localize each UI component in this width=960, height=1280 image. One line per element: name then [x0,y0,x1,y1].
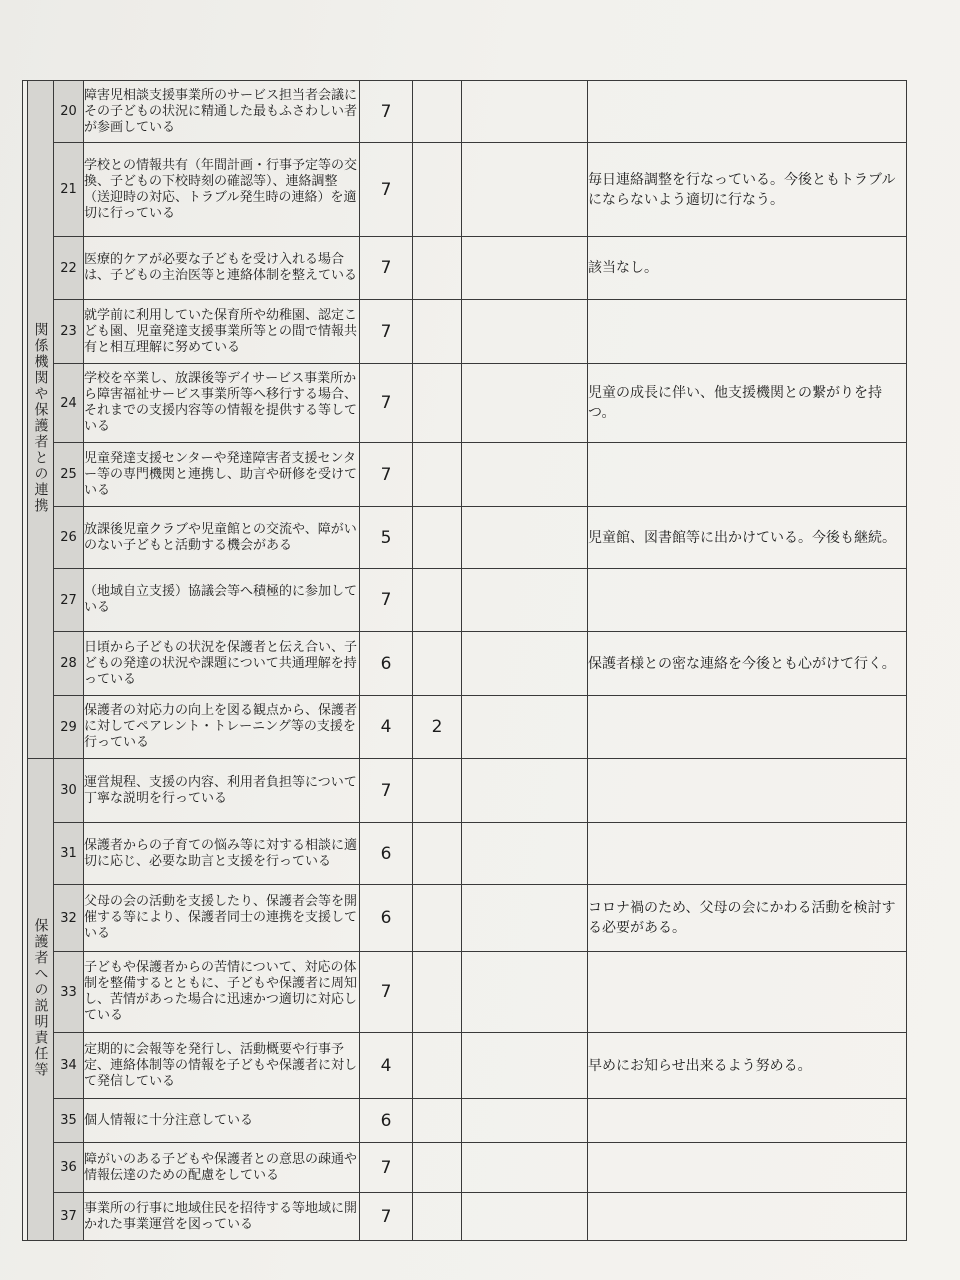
item-text: 医療的ケアが必要な子どもを受け入れる場合は、子どもの主治医等と連絡体制を整えている [84,237,360,300]
row-number: 34 [54,1033,84,1099]
score-yes: 6 [360,885,413,952]
table-row [23,1033,907,1099]
table-row [23,300,907,364]
category-label: 関係機関や保護者との連携 [32,321,49,514]
score-no [413,1193,462,1241]
row-number: 20 [54,81,84,143]
row-number: 37 [54,1193,84,1241]
comment-cell [588,1193,907,1241]
comment-cell [588,952,907,1033]
score-other [462,885,588,952]
evaluation-table [22,80,907,1241]
item-text: 就学前に利用していた保育所や幼稚園、認定こども園、児童発達支援事業所等との間で情報共有と相互理解に努めている [84,300,360,364]
row-number: 32 [54,885,84,952]
category-cell [28,759,54,1241]
score-yes: 7 [360,300,413,364]
comment-cell [588,1143,907,1193]
score-no [413,237,462,300]
table-row [23,952,907,1033]
score-other [462,143,588,237]
score-other [462,1099,588,1143]
category-cell [28,81,54,759]
score-no [413,632,462,696]
score-no [413,823,462,885]
item-text: 学校との情報共有（年間計画・行事予定等の交換、子どもの下校時刻の確認等）、連絡調整（送迎時の対応、トラブル発生時の連絡）を適切に行っている [84,143,360,237]
comment-cell: 児童館、図書館等に出かけている。今後も継続。 [588,507,907,569]
table-row [23,1193,907,1241]
row-number: 31 [54,823,84,885]
score-other [462,81,588,143]
comment-cell: 保護者様との密な連絡を今後とも心がけて行く。 [588,632,907,696]
score-other [462,507,588,569]
table-row [23,237,907,300]
item-text: 児童発達支援センターや発達障害者支援センター等の専門機関と連携し、助言や研修を受けている [84,443,360,507]
item-text: 子どもや保護者からの苦情について、対応の体制を整備するとともに、子どもや保護者に周知し、苦情があった場合に迅速かつ適切に対応している [84,952,360,1033]
category-label: 保護者への説明責任等 [32,917,49,1078]
comment-cell: 毎日連絡調整を行なっている。今後ともトラブルにならないよう適切に行なう。 [588,143,907,237]
score-other [462,569,588,632]
table-row [23,1099,907,1143]
table-row [23,569,907,632]
item-text: 保護者からの子育ての悩み等に対する相談に適切に応じ、必要な助言と支援を行っている [84,823,360,885]
row-number: 35 [54,1099,84,1143]
score-no [413,1033,462,1099]
comment-cell: コロナ禍のため、父母の会にかわる活動を検討する必要がある。 [588,885,907,952]
table-row [23,759,907,823]
item-text: 保護者の対応力の向上を図る観点から、保護者に対してペアレント・トレーニング等の支援を行っている [84,696,360,759]
score-no [413,81,462,143]
table-row [23,823,907,885]
score-other [462,823,588,885]
score-yes: 7 [360,364,413,443]
table-row [23,885,907,952]
score-other [462,632,588,696]
score-no [413,507,462,569]
score-other [462,443,588,507]
score-yes: 7 [360,759,413,823]
score-no [413,443,462,507]
row-number: 29 [54,696,84,759]
score-no [413,759,462,823]
score-yes: 6 [360,823,413,885]
score-other [462,952,588,1033]
score-other [462,759,588,823]
table-row [23,364,907,443]
item-text: 放課後児童クラブや児童館との交流や、障がいのない子どもと活動する機会がある [84,507,360,569]
score-other [462,1033,588,1099]
score-yes: 7 [360,569,413,632]
score-no [413,1099,462,1143]
score-yes: 7 [360,237,413,300]
item-text: 個人情報に十分注意している [84,1099,360,1143]
comment-cell [588,300,907,364]
comment-cell: 該当なし。 [588,237,907,300]
item-text: 学校を卒業し、放課後等デイサービス事業所から障害福祉サービス事業所等へ移行する場合、それまでの支援内容等の情報を提供する等している [84,364,360,443]
row-number: 30 [54,759,84,823]
score-other [462,696,588,759]
score-other [462,237,588,300]
score-no [413,143,462,237]
score-yes: 4 [360,696,413,759]
score-yes: 7 [360,1193,413,1241]
row-number: 22 [54,237,84,300]
score-other [462,1193,588,1241]
comment-cell [588,759,907,823]
table-row [23,507,907,569]
comment-cell [588,696,907,759]
comment-cell: 児童の成長に伴い、他支援機関との繋がりを持つ。 [588,364,907,443]
score-no [413,1143,462,1193]
row-number: 28 [54,632,84,696]
table-row [23,696,907,759]
score-no [413,569,462,632]
table-row [23,143,907,237]
item-text: （地域自立支援）協議会等へ積極的に参加している [84,569,360,632]
score-no [413,364,462,443]
score-yes: 5 [360,507,413,569]
row-number: 26 [54,507,84,569]
item-text: 運営規程、支援の内容、利用者負担等について丁寧な説明を行っている [84,759,360,823]
table-row [23,1143,907,1193]
item-text: 日頃から子どもの状況を保護者と伝え合い、子どもの発達の状況や課題について共通理解を持っている [84,632,360,696]
comment-cell [588,569,907,632]
score-yes: 7 [360,443,413,507]
score-yes: 7 [360,952,413,1033]
row-number: 25 [54,443,84,507]
score-no [413,300,462,364]
table-row [23,443,907,507]
score-yes: 4 [360,1033,413,1099]
comment-cell [588,1099,907,1143]
row-number: 23 [54,300,84,364]
comment-cell [588,443,907,507]
score-other [462,300,588,364]
item-text: 障害児相談支援事業所のサービス担当者会議にその子どもの状況に精通した最もふさわしい者が参画している [84,81,360,143]
score-yes: 7 [360,1143,413,1193]
score-no [413,885,462,952]
row-number: 33 [54,952,84,1033]
row-number: 36 [54,1143,84,1193]
score-yes: 7 [360,81,413,143]
score-other [462,1143,588,1193]
comment-cell: 早めにお知らせ出来るよう努める。 [588,1033,907,1099]
item-text: 事業所の行事に地域住民を招待する等地域に開かれた事業運営を図っている [84,1193,360,1241]
item-text: 障がいのある子どもや保護者との意思の疎通や情報伝達のための配慮をしている [84,1143,360,1193]
table-row [23,81,907,143]
comment-cell [588,823,907,885]
item-text: 定期的に会報等を発行し、活動概要や行事予定、連絡体制等の情報を子どもや保護者に対して発信している [84,1033,360,1099]
score-yes: 7 [360,143,413,237]
score-yes: 6 [360,632,413,696]
score-other [462,364,588,443]
score-no: 2 [413,696,462,759]
row-number: 24 [54,364,84,443]
row-number: 21 [54,143,84,237]
comment-cell [588,81,907,143]
score-yes: 6 [360,1099,413,1143]
table-row [23,632,907,696]
row-number: 27 [54,569,84,632]
score-no [413,952,462,1033]
item-text: 父母の会の活動を支援したり、保護者会等を開催する等により、保護者同士の連携を支援している [84,885,360,952]
